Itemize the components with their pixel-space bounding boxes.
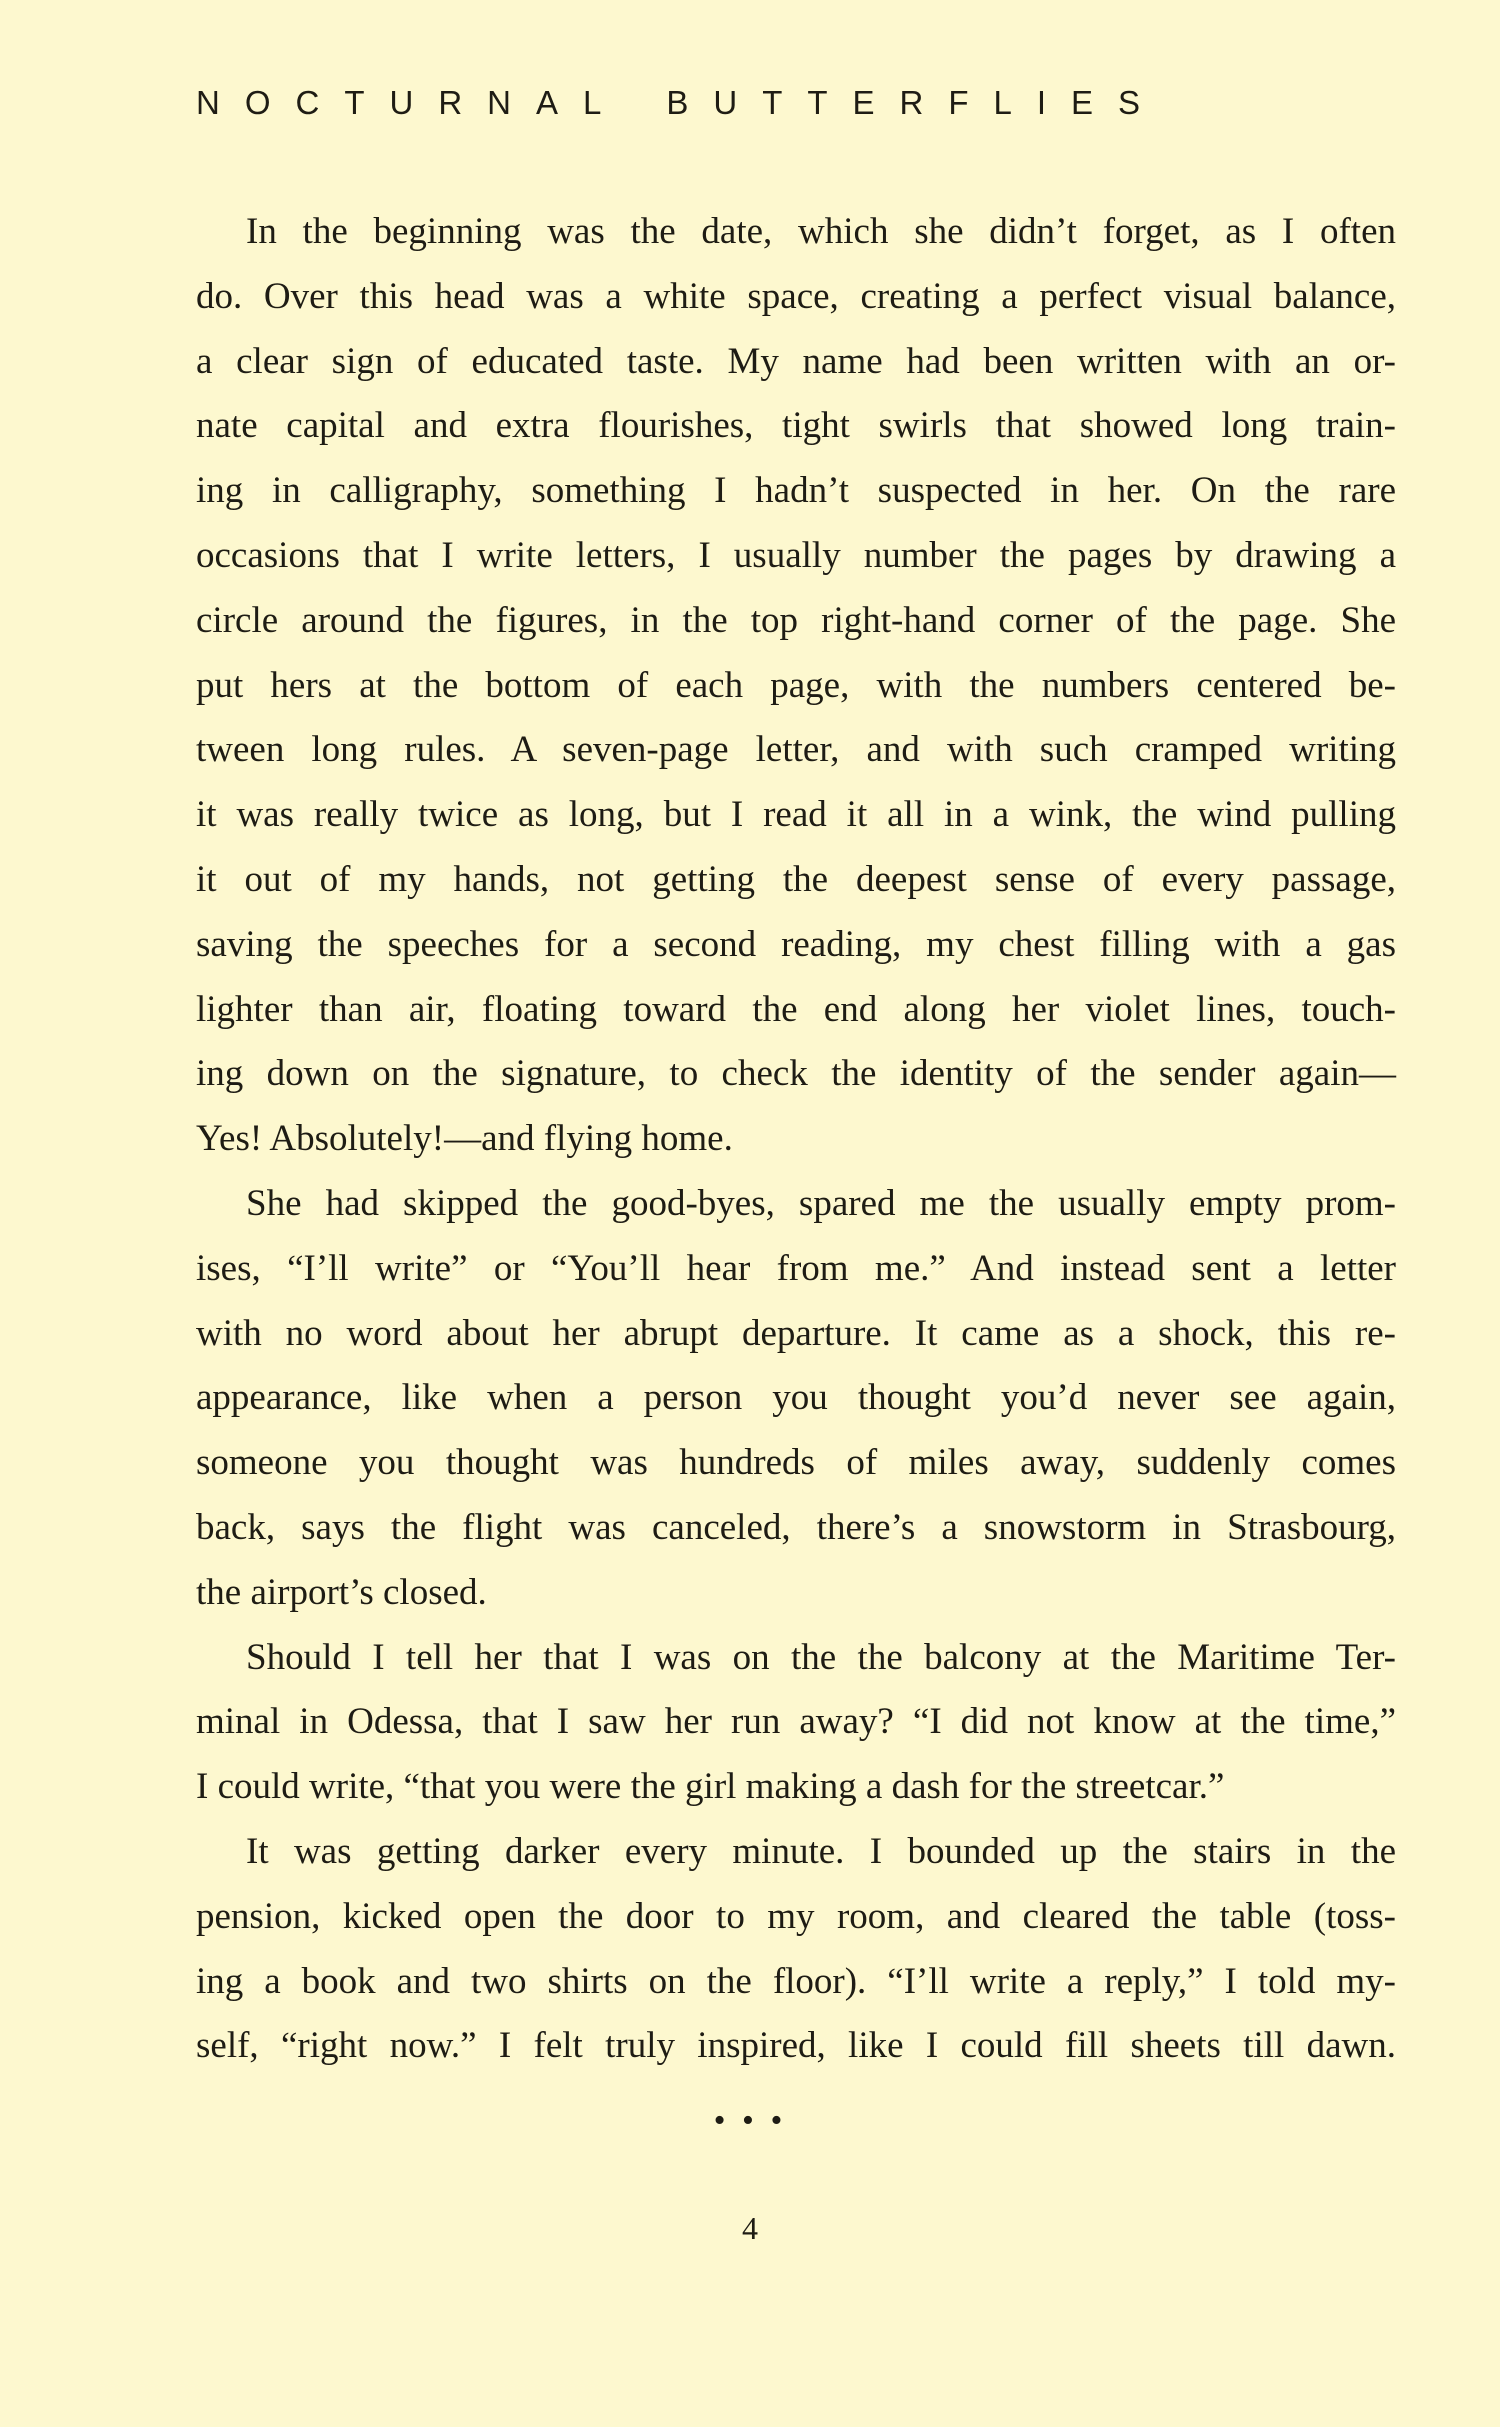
text-line: a clear sign of educated taste. My name had been written with an or-	[196, 340, 1396, 382]
text-line: tween long rules. A seven-page letter, and with such cramped writing	[196, 729, 1396, 771]
text-line: it was really twice as long, but I read it all in a wink, the wind pulling	[196, 794, 1396, 836]
body-text	[196, 200, 1396, 2079]
text-line: Should I tell her that I was on the the balcony at the Maritime Ter-	[246, 1636, 1396, 1678]
text-line: ing in calligraphy, something I hadn’t suspected in her. On the rare	[196, 470, 1396, 512]
running-header	[196, 84, 1396, 122]
text-line: with no word about her abrupt departure. It came as a shock, this re-	[196, 1312, 1396, 1354]
section-break: • • •	[713, 2102, 787, 2139]
text-line: lighter than air, floating toward the end along her violet lines, touch-	[196, 988, 1396, 1030]
text-line: occasions that I write letters, I usually number the pages by drawing a	[196, 534, 1396, 576]
page-number: 4	[742, 2210, 758, 2246]
text-line: ing a book and two shirts on the floor). “I’ll write a reply,” I told my-	[196, 1960, 1396, 2002]
text-line: pension, kicked open the door to my room, and cleared the table (toss-	[196, 1895, 1396, 1937]
text-line: I could write, “that you were the girl making a dash for the streetcar.”	[196, 1766, 1225, 1808]
text-line: Yes! Absolutely!—and flying home.	[196, 1118, 733, 1160]
text-line: do. Over this head was a white space, creating a perfect visual balance,	[196, 275, 1396, 317]
text-line: saving the speeches for a second reading, my chest filling with a gas	[196, 923, 1396, 965]
text-line: back, says the flight was canceled, there’s a snowstorm in Strasbourg,	[196, 1506, 1396, 1548]
running-header-word-2: BUTTERFLIES	[666, 84, 1166, 121]
text-line: someone you thought was hundreds of miles away, suddenly comes	[196, 1442, 1396, 1484]
text-line: put hers at the bottom of each page, with the numbers centered be-	[196, 664, 1396, 706]
text-line: minal in Odessa, that I saw her run away? “I did not know at the time,”	[196, 1701, 1396, 1743]
text-line: circle around the figures, in the top right-hand corner of the page. She	[196, 599, 1396, 641]
text-line: self, “right now.” I felt truly inspired, like I could fill sheets till dawn.	[196, 2025, 1396, 2067]
text-line: ing down on the signature, to check the identity of the sender again—	[196, 1053, 1396, 1095]
text-line: In the beginning was the date, which she didn’t forget, as I often	[246, 211, 1396, 252]
text-line: She had skipped the good-byes, spared me the usually empty prom-	[246, 1182, 1396, 1224]
text-line: It was getting darker every minute. I bounded up the stairs in the	[246, 1830, 1396, 1872]
text-line: ises, “I’ll write” or “You’ll hear from me.” And instead sent a letter	[196, 1247, 1396, 1289]
text-line: appearance, like when a person you thought you’d never see again,	[196, 1377, 1396, 1419]
running-header-word-1: NOCTURNAL	[196, 84, 627, 121]
text-line: the airport’s closed.	[196, 1571, 487, 1613]
text-line: nate capital and extra flourishes, tight swirls that showed long train-	[196, 405, 1396, 447]
text-line: it out of my hands, not getting the deepest sense of every passage,	[196, 858, 1396, 900]
